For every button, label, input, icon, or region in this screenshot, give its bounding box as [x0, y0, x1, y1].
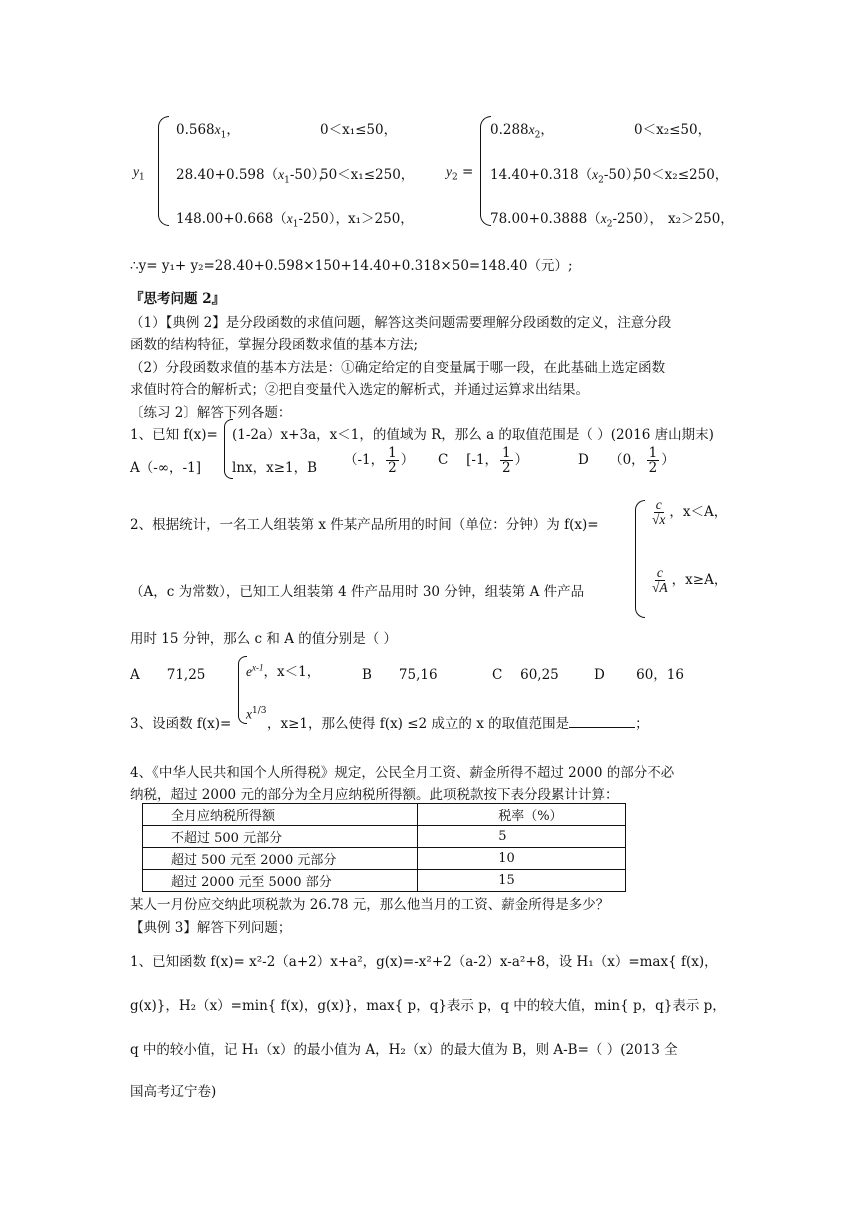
- table-cell: 10: [418, 848, 626, 870]
- y1-row-2: $28.40+0.598(x_1-50)$，: [176, 167, 332, 186]
- y2-label: $y_2$ =: [446, 164, 474, 183]
- q4-line2: 纳税，超过 2000 元的部分为全月应纳税所得额。此项税款按下表分段累计计算：: [130, 787, 619, 803]
- result-line: ∴y= y₁+ y₂=28.40+0.598×150+14.40+0.318×50=148.40（元）;: [130, 258, 573, 274]
- y2-row-2-cond: 50＜x₂≤250，: [634, 167, 729, 183]
- y1-row-3: $148.00+0.668(x_1-250)$，: [176, 211, 350, 230]
- q2-piece2: $\frac{c}{√A}$ ，x≥A，: [652, 565, 728, 596]
- table-header-cell: 全月应纳税所得额: [143, 804, 418, 826]
- y2-row-3-cond: x₂＞250，: [668, 211, 734, 227]
- q2-brace: [635, 500, 645, 618]
- q1-piece2: lnx，x≥1，B: [232, 460, 318, 476]
- tax-rate-table: [142, 803, 626, 892]
- think-p2-line2: 求值时符合的解析式；②把自变量代入选定的解析式，并通过运算求出结果。: [130, 382, 589, 398]
- q2-piece1: $\frac{c}{√x}$ ，x＜A，: [652, 497, 728, 528]
- y2-row-1: $0.288x_2$，: [490, 122, 554, 141]
- table-row: [143, 870, 626, 892]
- q1-option-c: C [-1， $\frac{1}{2}$ ）: [438, 445, 529, 477]
- table-row: [143, 848, 626, 870]
- q2-option-b: B 75,16: [362, 667, 438, 683]
- table-cell: 5: [418, 826, 626, 848]
- y1-row-2-cond: 50＜x₁≤250，: [320, 167, 415, 183]
- think-p2-line1: （2）分段函数求值的基本方法是：①确定给定的自变量属于哪一段，在此基础上选定函数: [130, 360, 666, 376]
- ex3-line2: g(x)}，H₂（x）=min{ f(x)，g(x)}，max{ p，q}表示 p，q 中的较大值，min{ p，q}表示 p，: [130, 998, 726, 1014]
- table-row: [143, 826, 626, 848]
- q2-line2: （A，c 为常数），已知工人组装第 4 件产品用时 30 分钟，组装第 A 件产品: [130, 584, 585, 600]
- q4-line1: 4、《中华人民共和国个人所得税》规定，公民全月工资、薪金所得不超过 2000 的部分不必: [130, 765, 675, 781]
- table-cell: 超过 500 元至 2000 元部分: [143, 848, 418, 870]
- q2-option-d: D 60，16: [594, 667, 684, 683]
- y1-row-1: $0.568x_1$，: [176, 122, 240, 141]
- ex3-line4: 国高考辽宁卷): [130, 1084, 217, 1100]
- y2-row-2: $14.40+0.318(x_2-50)$，: [490, 167, 646, 186]
- q2-line1: 2、根据统计，一名工人组装第 x 件某产品所用的时间（单位：分钟）为 f(x)=: [130, 517, 599, 533]
- y2-row-1-cond: 0＜x₂≤50，: [634, 122, 712, 138]
- table-cell: 不超过 500 元部分: [143, 826, 418, 848]
- q2-option-a: A 71,25: [130, 667, 206, 683]
- q1-piece1: (1-2a）x+3a，x＜1，的值域为 R，那么 a 的取值范围是（ ）(2016 唐山期末): [232, 427, 714, 443]
- q3-suffix: ，x≥1，那么使得 f(x) ≤2 成立的 x 的取值范围是 ；: [267, 716, 649, 732]
- q1-option-a: A（-∞，-1]: [130, 460, 201, 476]
- q1-option-b: （-1， $\frac{1}{2}$ ）: [344, 445, 415, 477]
- think-p1-line1: （1）【典例 2】是分段函数的求值问题，解答这类问题需要理解分段函数的定义，注意分段: [130, 315, 672, 331]
- table-header-row: [143, 804, 626, 826]
- section-title: 『思考问题 2』: [130, 291, 226, 307]
- q3-piece2: $x^{1/3}$: [246, 706, 267, 722]
- example3-title: 【典例 3】解答下列问题；: [130, 920, 292, 936]
- y1-row-3-cond: x₁＞250，: [348, 211, 414, 227]
- q3-prefix: 3、设函数 f(x)=: [130, 716, 232, 732]
- q3-piece1: $e^{x-1}$，x＜1，: [246, 662, 321, 680]
- table-cell: 15: [418, 870, 626, 892]
- y1-row-1-cond: 0＜x₁≤50，: [320, 122, 398, 138]
- q4-line3: 某人一月份应交纳此项税款为 26.78 元，那么他当月的工资、薪金所得是多少？: [130, 897, 610, 913]
- q1-option-d: D （0， $\frac{1}{2}$ ）: [578, 445, 675, 477]
- answer-blank[interactable]: [569, 715, 635, 728]
- table-header-cell: 税率（%）: [418, 804, 626, 826]
- q2-option-c: C 60,25: [492, 667, 559, 683]
- q1-prefix: 1、已知 f(x)=: [130, 427, 218, 443]
- y2-row-3: $78.00+0.3888(x_2-250)$，: [490, 211, 664, 230]
- y1-brace: [158, 116, 169, 226]
- table-cell: 超过 2000 元至 5000 部分: [143, 870, 418, 892]
- ex3-line3: q 中的较小值，记 H₁（x）的最小值为 A，H₂（x）的最大值为 B，则 A-B=（ ）(2013 全: [130, 1042, 678, 1058]
- y1-label: $y_1$: [133, 164, 145, 183]
- ex3-line1: 1、已知函数 f(x)= x²-2（a+2）x+a²，g(x)=-x²+2（a-2）x-a²+8，设 H₁（x）=max{ f(x)，: [130, 954, 718, 970]
- practice-title: 〔练习 2〕解答下列各题：: [130, 405, 292, 421]
- think-p1-line2: 函数的结构特征，掌握分段函数求值的基本方法;: [130, 337, 419, 353]
- q2-line3: 用时 15 分钟，那么 c 和 A 的值分别是（ ）: [130, 631, 398, 647]
